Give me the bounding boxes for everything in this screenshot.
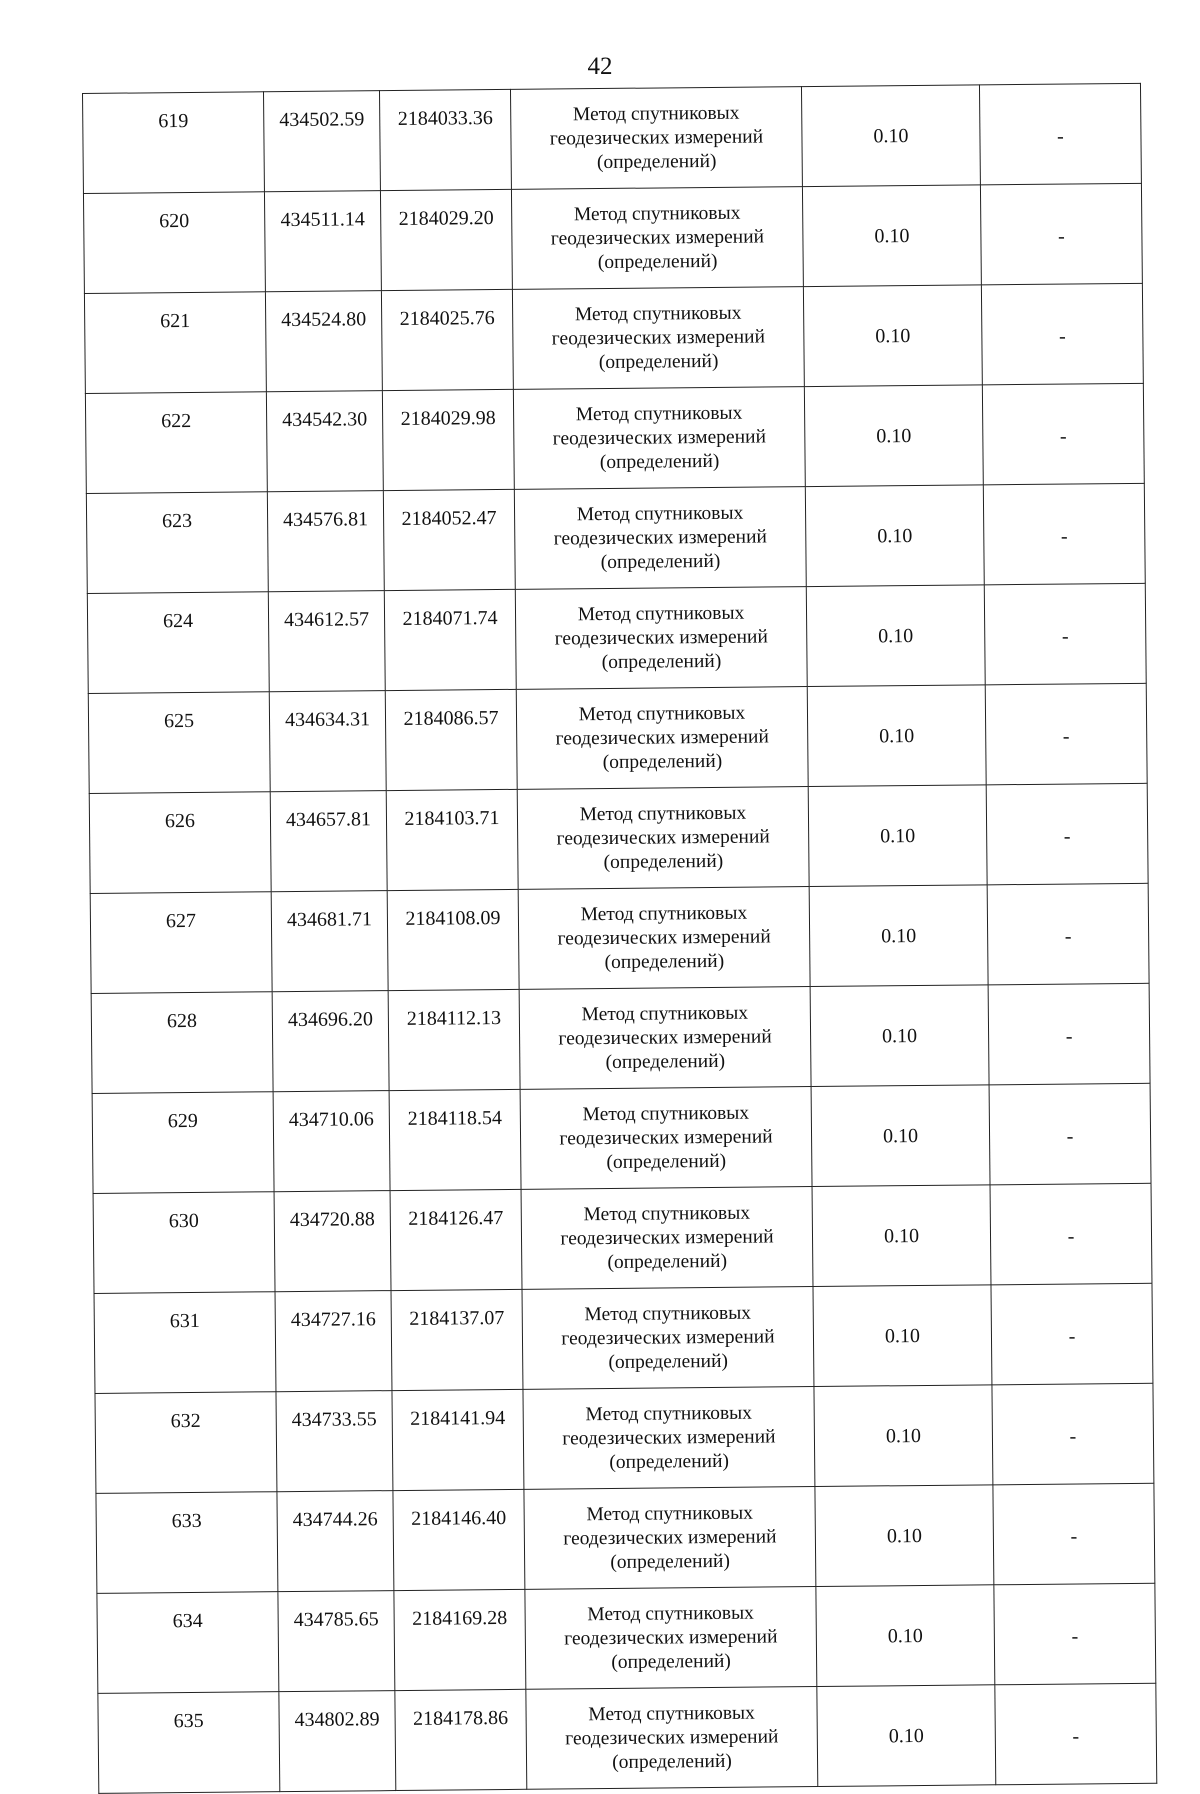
- precision-cell: 0.10: [812, 1185, 991, 1287]
- note-cell: -: [995, 1683, 1157, 1785]
- method-line: геодезических измерений: [560, 1225, 774, 1249]
- point-number-cell: 631: [94, 1292, 276, 1394]
- y-coordinate-cell: 2184137.07: [391, 1289, 523, 1390]
- note-cell: -: [982, 383, 1144, 485]
- method-line: Метод спутниковых: [587, 1602, 754, 1625]
- table-row: [83, 183, 1142, 293]
- method-line: Метод спутниковых: [580, 902, 748, 925]
- point-number-cell: 630: [93, 1192, 275, 1294]
- method-line: Метод спутниковых: [572, 102, 740, 125]
- y-coordinate-cell: 2184112.13: [388, 989, 520, 1090]
- note-cell: -: [981, 283, 1143, 385]
- y-coordinate-cell: 2184033.36: [379, 89, 511, 190]
- y-coordinate-cell: 2184108.09: [387, 889, 519, 990]
- x-coordinate-cell: 434502.59: [263, 91, 380, 192]
- coordinates-table-wrapper: [82, 83, 1156, 1794]
- precision-cell: 0.10: [817, 1685, 996, 1787]
- method-cell: [516, 687, 808, 790]
- note-cell: -: [990, 1183, 1152, 1285]
- x-coordinate-cell: 434744.26: [277, 1491, 394, 1592]
- table-row: [90, 883, 1149, 993]
- table-body: [83, 83, 1157, 1793]
- precision-cell: 0.10: [806, 585, 985, 687]
- method-line: (определений): [607, 1250, 728, 1273]
- method-line: (определений): [599, 450, 720, 473]
- y-coordinate-cell: 2184126.47: [390, 1189, 522, 1290]
- x-coordinate-cell: 434657.81: [270, 791, 387, 892]
- method-line: Метод спутниковых: [576, 502, 744, 525]
- point-number-cell: 623: [86, 492, 268, 594]
- table-row: [92, 1083, 1151, 1193]
- y-coordinate-cell: 2184086.57: [385, 689, 517, 790]
- method-line: Метод спутниковых: [588, 1702, 755, 1725]
- method-cell: [515, 587, 807, 690]
- note-cell: -: [985, 683, 1147, 785]
- method-line: (определений): [600, 550, 721, 573]
- precision-cell: 0.10: [813, 1285, 992, 1387]
- x-coordinate-cell: 434511.14: [264, 191, 381, 292]
- x-coordinate-cell: 434542.30: [266, 391, 383, 492]
- y-coordinate-cell: 2184052.47: [383, 489, 515, 590]
- point-number-cell: 635: [98, 1692, 280, 1794]
- precision-cell: 0.10: [804, 385, 983, 487]
- method-line: (определений): [610, 1550, 731, 1573]
- method-line: Метод спутниковых: [573, 202, 741, 225]
- method-line: (определений): [611, 1650, 731, 1673]
- method-line: (определений): [609, 1450, 730, 1473]
- method-cell: [514, 487, 806, 590]
- y-coordinate-cell: 2184029.20: [380, 189, 512, 290]
- method-line: Метод спутниковых: [575, 402, 743, 425]
- point-number-cell: 632: [95, 1392, 277, 1494]
- y-coordinate-cell: 2184178.86: [395, 1689, 527, 1790]
- table-row: [94, 1283, 1153, 1393]
- point-number-cell: 622: [85, 392, 267, 494]
- note-cell: -: [984, 583, 1146, 685]
- method-line: геодезических измерений: [553, 525, 768, 549]
- point-number-cell: 634: [97, 1592, 279, 1694]
- method-cell: [524, 1487, 816, 1590]
- point-number-cell: 626: [89, 792, 271, 894]
- method-cell: [510, 87, 802, 190]
- table-row: [84, 283, 1143, 393]
- method-line: (определений): [612, 1750, 732, 1773]
- table-row: [86, 483, 1145, 593]
- y-coordinate-cell: 2184025.76: [381, 289, 513, 390]
- table-row: [89, 783, 1148, 893]
- precision-cell: 0.10: [805, 485, 984, 587]
- table-row: [96, 1483, 1155, 1593]
- y-coordinate-cell: 2184029.98: [382, 389, 514, 490]
- method-cell: [513, 387, 805, 490]
- x-coordinate-cell: 434710.06: [273, 1091, 390, 1192]
- method-line: геодезических измерений: [549, 125, 764, 150]
- method-line: геодезических измерений: [552, 425, 767, 449]
- method-line: геодезических измерений: [558, 1025, 772, 1049]
- precision-cell: 0.10: [815, 1485, 994, 1587]
- method-cell: [519, 987, 811, 1090]
- note-cell: -: [992, 1383, 1154, 1485]
- note-cell: -: [989, 1083, 1151, 1185]
- note-cell: -: [993, 1483, 1155, 1585]
- x-coordinate-cell: 434681.71: [271, 891, 388, 992]
- method-cell: [512, 287, 804, 390]
- method-cell: [521, 1187, 813, 1290]
- y-coordinate-cell: 2184141.94: [392, 1389, 524, 1490]
- note-cell: -: [980, 183, 1142, 285]
- method-cell: [518, 887, 810, 990]
- method-line: Метод спутниковых: [582, 1102, 750, 1125]
- method-line: (определений): [596, 150, 717, 173]
- method-line: (определений): [602, 750, 723, 773]
- precision-cell: 0.10: [809, 885, 988, 987]
- point-number-cell: 620: [83, 192, 265, 294]
- y-coordinate-cell: 2184103.71: [386, 789, 518, 890]
- point-number-cell: 627: [90, 892, 272, 994]
- point-number-cell: 625: [88, 692, 270, 794]
- precision-cell: 0.10: [803, 285, 982, 387]
- method-cell: [526, 1687, 818, 1790]
- note-cell: -: [983, 483, 1145, 585]
- table-row: [95, 1383, 1154, 1493]
- x-coordinate-cell: 434720.88: [274, 1191, 391, 1292]
- method-line: геодезических измерений: [551, 325, 766, 350]
- method-line: Метод спутниковых: [581, 1002, 749, 1025]
- y-coordinate-cell: 2184169.28: [394, 1589, 526, 1690]
- method-line: геодезических измерений: [554, 625, 768, 649]
- note-cell: -: [987, 883, 1149, 985]
- x-coordinate-cell: 434634.31: [269, 691, 386, 792]
- method-line: (определений): [608, 1350, 729, 1373]
- method-line: (определений): [604, 950, 725, 973]
- method-line: Метод спутниковых: [585, 1402, 753, 1425]
- point-number-cell: 619: [83, 92, 265, 194]
- point-number-cell: 628: [91, 992, 273, 1094]
- note-cell: -: [979, 83, 1141, 185]
- method-line: Метод спутниковых: [577, 602, 745, 625]
- point-number-cell: 624: [87, 592, 269, 694]
- precision-cell: 0.10: [816, 1585, 995, 1687]
- x-coordinate-cell: 434612.57: [268, 591, 385, 692]
- table-row: [91, 983, 1150, 1093]
- method-line: геодезических измерений: [563, 1525, 777, 1549]
- y-coordinate-cell: 2184071.74: [384, 589, 516, 690]
- x-coordinate-cell: 434696.20: [272, 991, 389, 1092]
- x-coordinate-cell: 434785.65: [278, 1591, 395, 1692]
- x-coordinate-cell: 434524.80: [265, 291, 382, 392]
- x-coordinate-cell: 434802.89: [279, 1691, 396, 1792]
- precision-cell: 0.10: [810, 985, 989, 1087]
- method-line: Метод спутниковых: [579, 802, 747, 825]
- method-line: (определений): [597, 250, 718, 273]
- precision-cell: 0.10: [808, 785, 987, 887]
- table-row: [98, 1683, 1157, 1793]
- method-line: геодезических измерений: [555, 725, 769, 749]
- table-row: [85, 383, 1144, 493]
- method-line: геодезических измерений: [564, 1625, 778, 1649]
- table-row: [93, 1183, 1152, 1293]
- x-coordinate-cell: 434576.81: [267, 491, 384, 592]
- method-line: (определений): [605, 1050, 726, 1073]
- method-line: геодезических измерений: [550, 225, 765, 250]
- method-line: Метод спутниковых: [586, 1502, 754, 1525]
- method-cell: [517, 787, 809, 890]
- method-cell: [523, 1387, 815, 1490]
- table-row: [87, 583, 1146, 693]
- method-line: геодезических измерений: [559, 1125, 773, 1149]
- method-line: Метод спутниковых: [578, 702, 746, 725]
- precision-cell: 0.10: [801, 85, 980, 187]
- method-line: геодезических измерений: [565, 1725, 779, 1749]
- note-cell: -: [986, 783, 1148, 885]
- x-coordinate-cell: 434733.55: [276, 1391, 393, 1492]
- method-line: (определений): [603, 850, 724, 873]
- method-cell: [511, 187, 803, 290]
- y-coordinate-cell: 2184146.40: [393, 1489, 525, 1590]
- point-number-cell: 633: [96, 1492, 278, 1594]
- method-line: геодезических измерений: [562, 1425, 776, 1449]
- table-row: [88, 683, 1147, 793]
- precision-cell: 0.10: [814, 1385, 993, 1487]
- method-line: (определений): [601, 650, 722, 673]
- y-coordinate-cell: 2184118.54: [389, 1089, 521, 1190]
- note-cell: -: [988, 983, 1150, 1085]
- table-row: [97, 1583, 1156, 1693]
- method-line: Метод спутниковых: [584, 1302, 752, 1325]
- method-cell: [525, 1587, 817, 1690]
- method-line: Метод спутниковых: [574, 302, 742, 325]
- method-line: (определений): [606, 1150, 727, 1173]
- x-coordinate-cell: 434727.16: [275, 1291, 392, 1392]
- precision-cell: 0.10: [811, 1085, 990, 1187]
- method-line: геодезических измерений: [556, 825, 770, 849]
- precision-cell: 0.10: [807, 685, 986, 787]
- method-line: (определений): [598, 350, 719, 373]
- coordinates-table: [82, 83, 1157, 1794]
- method-line: геодезических измерений: [557, 925, 771, 949]
- point-number-cell: 629: [92, 1092, 274, 1194]
- note-cell: -: [991, 1283, 1153, 1385]
- page-number: 42: [587, 53, 613, 80]
- method-cell: [520, 1087, 812, 1190]
- table-row: [83, 83, 1142, 193]
- precision-cell: 0.10: [802, 185, 981, 287]
- note-cell: -: [994, 1583, 1156, 1685]
- method-cell: [522, 1287, 814, 1390]
- method-line: Метод спутниковых: [583, 1202, 751, 1225]
- point-number-cell: 621: [84, 292, 266, 394]
- method-line: геодезических измерений: [561, 1325, 775, 1349]
